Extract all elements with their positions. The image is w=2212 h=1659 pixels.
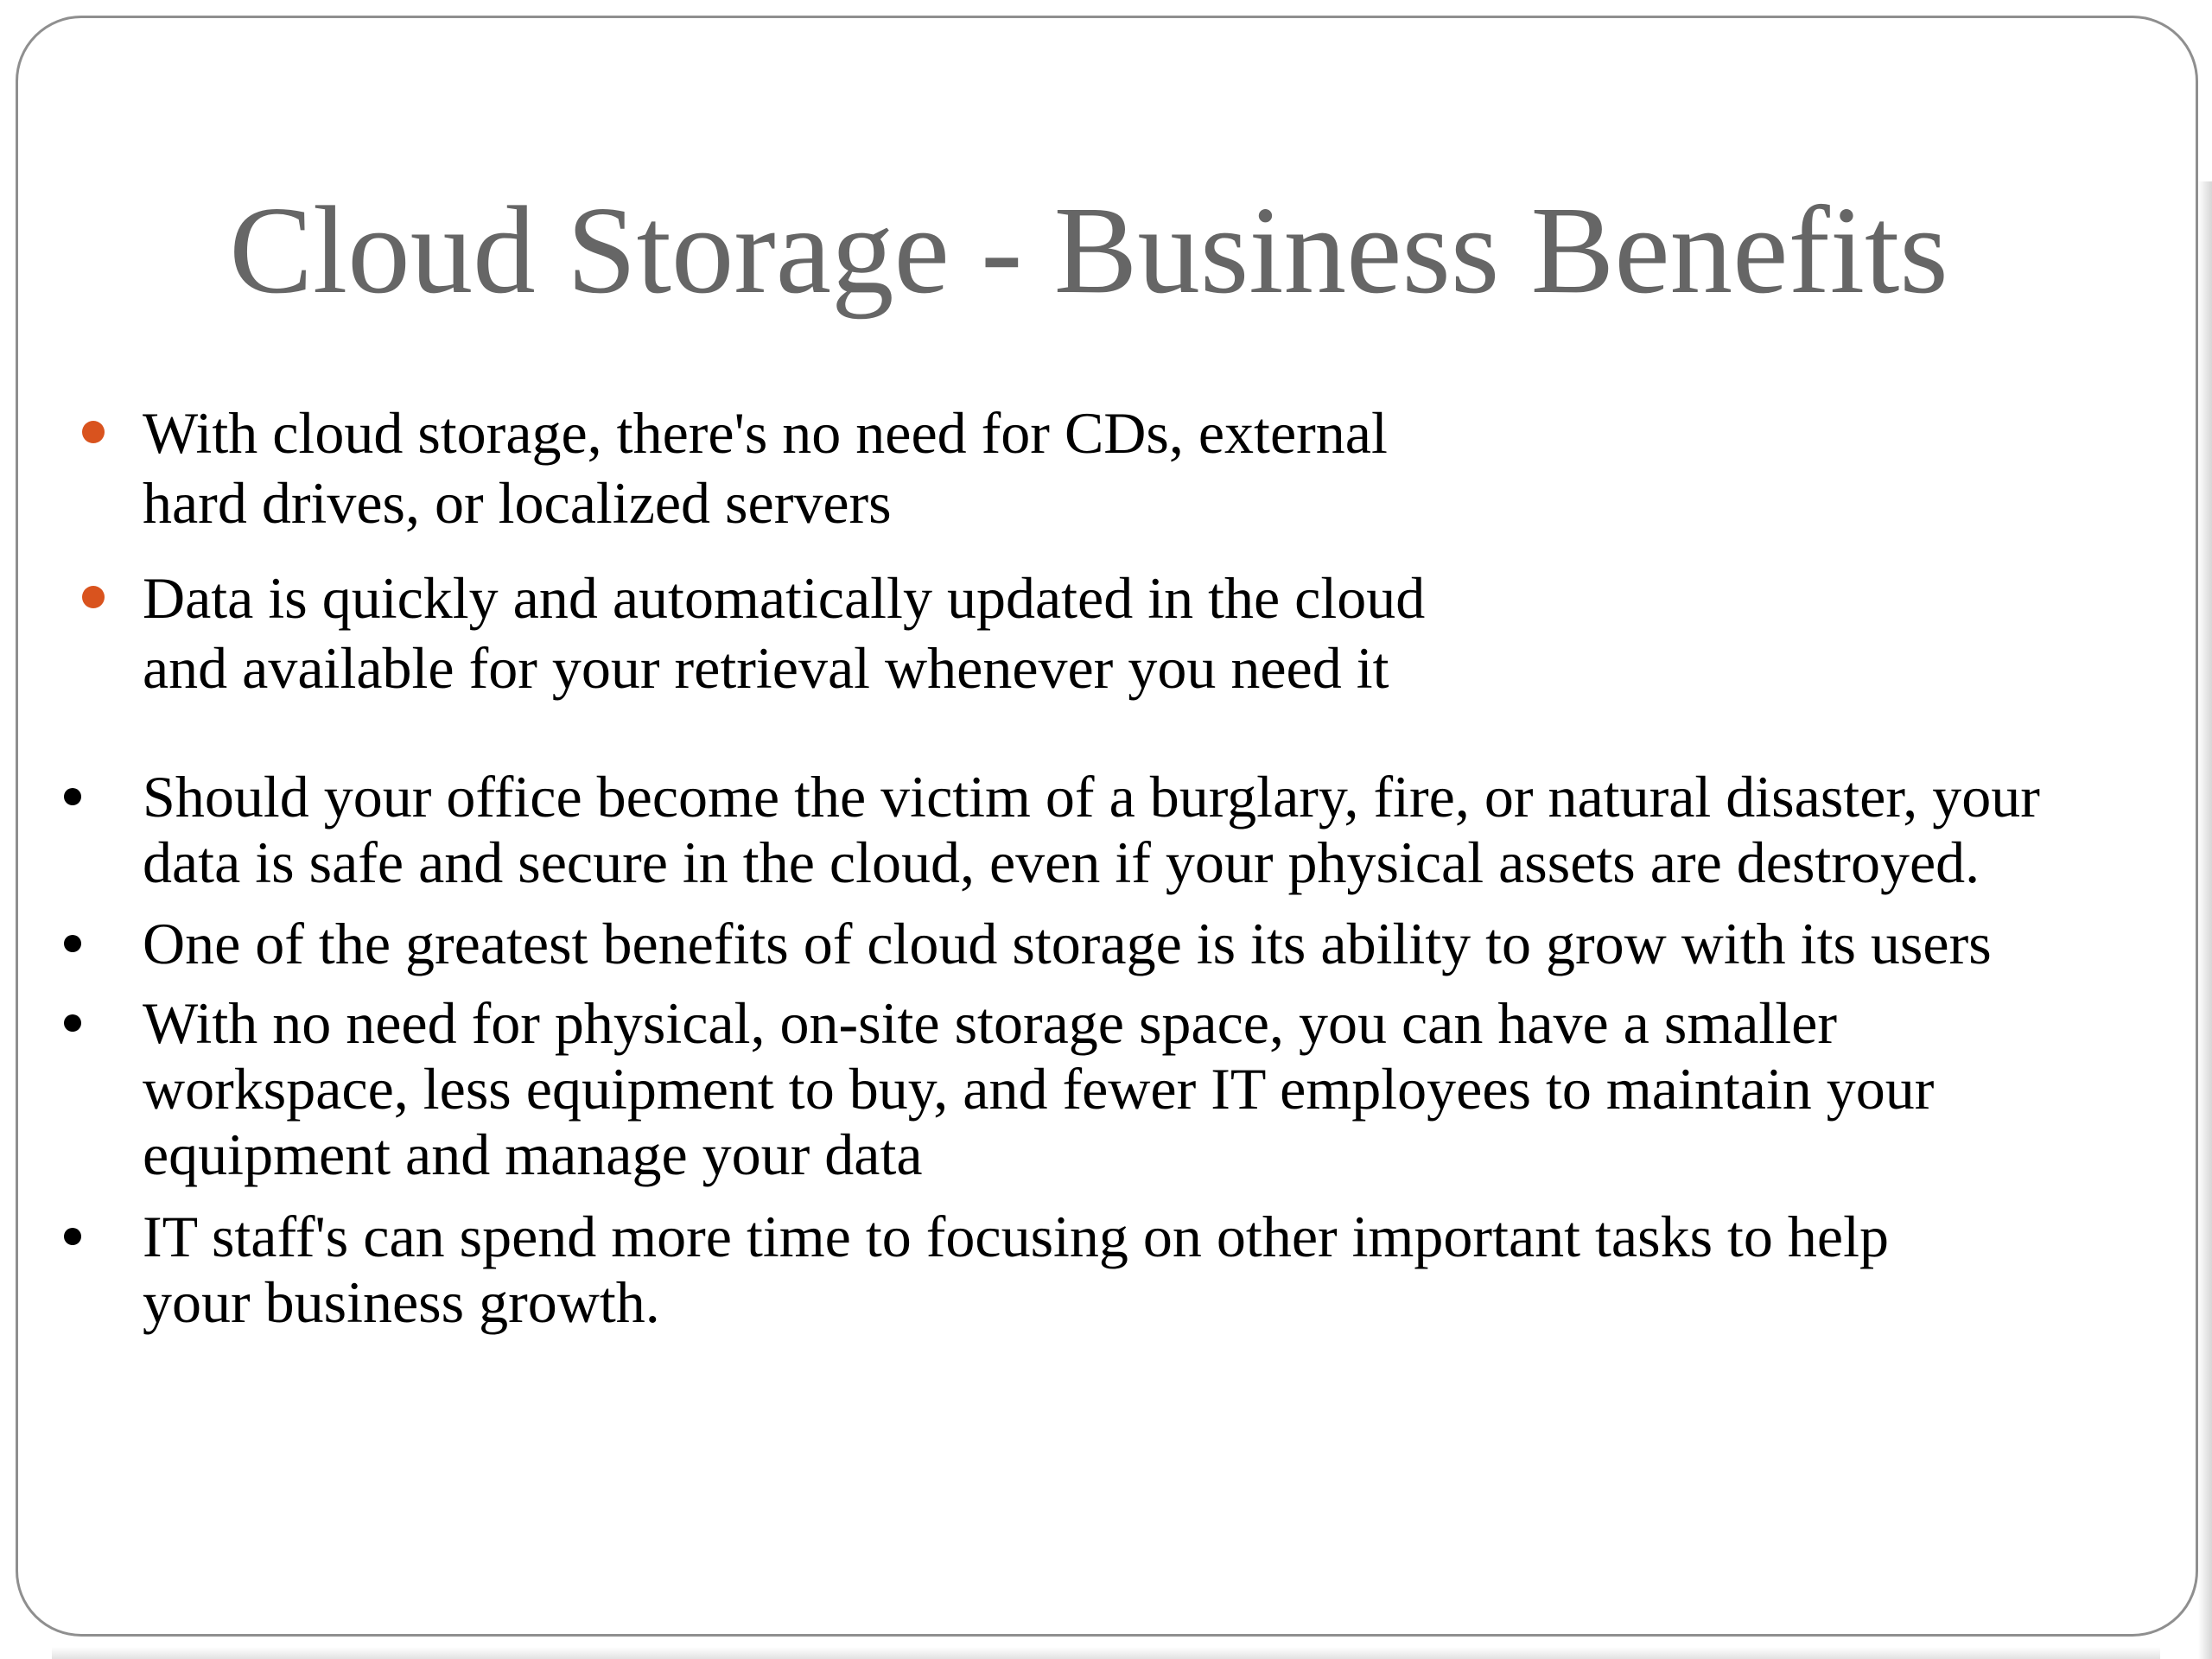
bullet-line: IT staff's can spend more time to focusing on other important tasks to help [143,1204,1890,1269]
bullet-line: and available for your retrieval whenever you need it [143,635,1389,701]
black-bullet-icon [64,1014,81,1032]
bullet-line: With no need for physical, on-site storage space, you can have a smaller [143,990,1838,1056]
black-bullet-icon [64,935,81,952]
bullet-line: With cloud storage, there's no need for CDs, external [143,400,1388,466]
slide-shadow [2198,181,2212,1659]
bullet-item [143,911,1992,976]
bullet-line: One of the greatest benefits of cloud storage is its ability to grow with its users [143,911,1992,976]
bullet-line: Should your office become the victim of a burglary, fire, or natural disaster, your [143,764,2040,830]
bullet-line: workspace, less equipment to buy, and fewer IT employees to maintain your [143,1056,1935,1122]
orange-bullet-icon [82,421,105,443]
bullet-item [143,990,1934,1187]
black-bullet-icon [64,1228,81,1245]
bullet-item [143,764,2040,895]
bullet-item [143,563,1425,703]
slide-title: Cloud Storage - Business Benefits [229,181,1948,320]
bullet-line: data is safe and secure in the cloud, even if your physical assets are destroyed. [143,830,1980,895]
bullet-line: your business growth. [143,1269,660,1335]
bullet-item [143,1204,1889,1335]
slide-bottom-shadow [52,1647,2160,1659]
black-bullet-icon [64,788,81,805]
bullet-item [143,398,1388,538]
bullet-line: equipment and manage your data [143,1122,923,1187]
bullet-line: hard drives, or localized servers [143,470,892,536]
orange-bullet-icon [82,586,105,608]
bullet-line: Data is quickly and automatically updated in the cloud [143,565,1426,631]
